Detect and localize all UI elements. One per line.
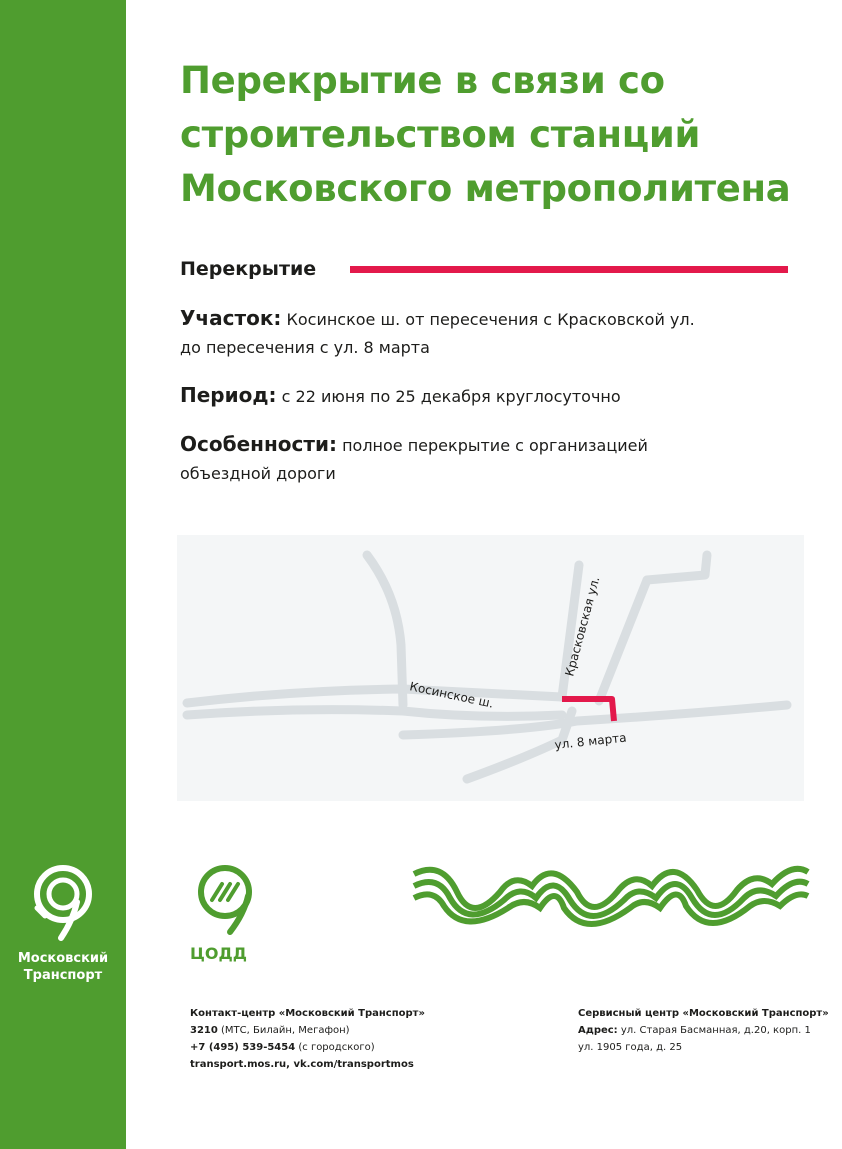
- road-map: [177, 535, 804, 801]
- address-key: Адрес:: [578, 1025, 618, 1036]
- sidebar-stripe: [0, 0, 126, 1149]
- map-label-kraskovskaya: Красковская ул.: [562, 575, 603, 678]
- road-kosinskoe-upper: [187, 689, 562, 703]
- closure-legend-line: [350, 266, 788, 273]
- map-label-kosinskoe: Косинское ш.: [408, 679, 495, 711]
- roads: [187, 555, 787, 779]
- legend-label: Перекрытие: [180, 258, 317, 280]
- road-top-right: [647, 555, 707, 580]
- period-key: Период:: [180, 383, 277, 407]
- wave-stroke-1: [414, 869, 808, 908]
- section-key: Участок:: [180, 306, 282, 330]
- web-links: transport.mos.ru, vk.com/transportmos: [190, 1059, 414, 1070]
- road-upper-left: [367, 555, 403, 705]
- wave-pattern: [412, 862, 810, 932]
- address-line1: ул. Старая Басманная, д.20, корп. 1: [620, 1025, 811, 1036]
- service-center-title: Сервисный центр «Московский Транспорт»: [578, 1008, 829, 1019]
- service-center-block: [578, 1005, 828, 1056]
- logo-text-line1: Московский: [17, 951, 109, 966]
- map-label-8-marta: ул. 8 марта: [553, 730, 628, 752]
- features-value-line2: объездной дороги: [180, 464, 336, 483]
- nine-ring-icon: [23, 862, 103, 942]
- phone-number: +7 (495) 539-5454: [190, 1042, 296, 1053]
- page-title: [180, 54, 820, 216]
- short-number-note: (МТС, Билайн, Мегафон): [221, 1025, 350, 1036]
- closure-map: [177, 535, 804, 801]
- features-field: [180, 430, 780, 488]
- contact-center-block: [190, 1005, 530, 1073]
- period-value: с 22 июня по 25 декабря круглосуточно: [281, 387, 621, 406]
- codd-logo: [190, 862, 270, 963]
- features-value-line1: полное перекрытие с организацией: [342, 436, 648, 455]
- phone-note: (с городского): [298, 1042, 375, 1053]
- road-kosinskoe-lower: [187, 710, 562, 717]
- codd-nine-icon: [190, 862, 260, 938]
- title-line-3: Московского метрополитена: [180, 167, 791, 210]
- title-line-2: строительством станций: [180, 113, 701, 156]
- moscow-transport-logo: [0, 862, 126, 984]
- features-key: Особенности:: [180, 432, 337, 456]
- period-field: [180, 381, 780, 411]
- address-line2: ул. 1905 года, д. 25: [578, 1042, 683, 1053]
- section-value-line2: до пересечения с ул. 8 марта: [180, 338, 430, 357]
- title-line-1: Перекрытие в связи со: [180, 59, 665, 102]
- logo-text-line2: Транспорт: [23, 968, 103, 983]
- section-field: [180, 304, 780, 362]
- contact-center-title: Контакт-центр «Московский Транспорт»: [190, 1008, 425, 1019]
- short-number: 3210: [190, 1025, 218, 1036]
- codd-label: ЦОДД: [190, 944, 247, 963]
- road-kraskovskaya-right: [599, 580, 647, 701]
- section-value-line1: Косинское ш. от пересечения с Красковской ул.: [286, 310, 695, 329]
- road-8-marta: [403, 705, 787, 735]
